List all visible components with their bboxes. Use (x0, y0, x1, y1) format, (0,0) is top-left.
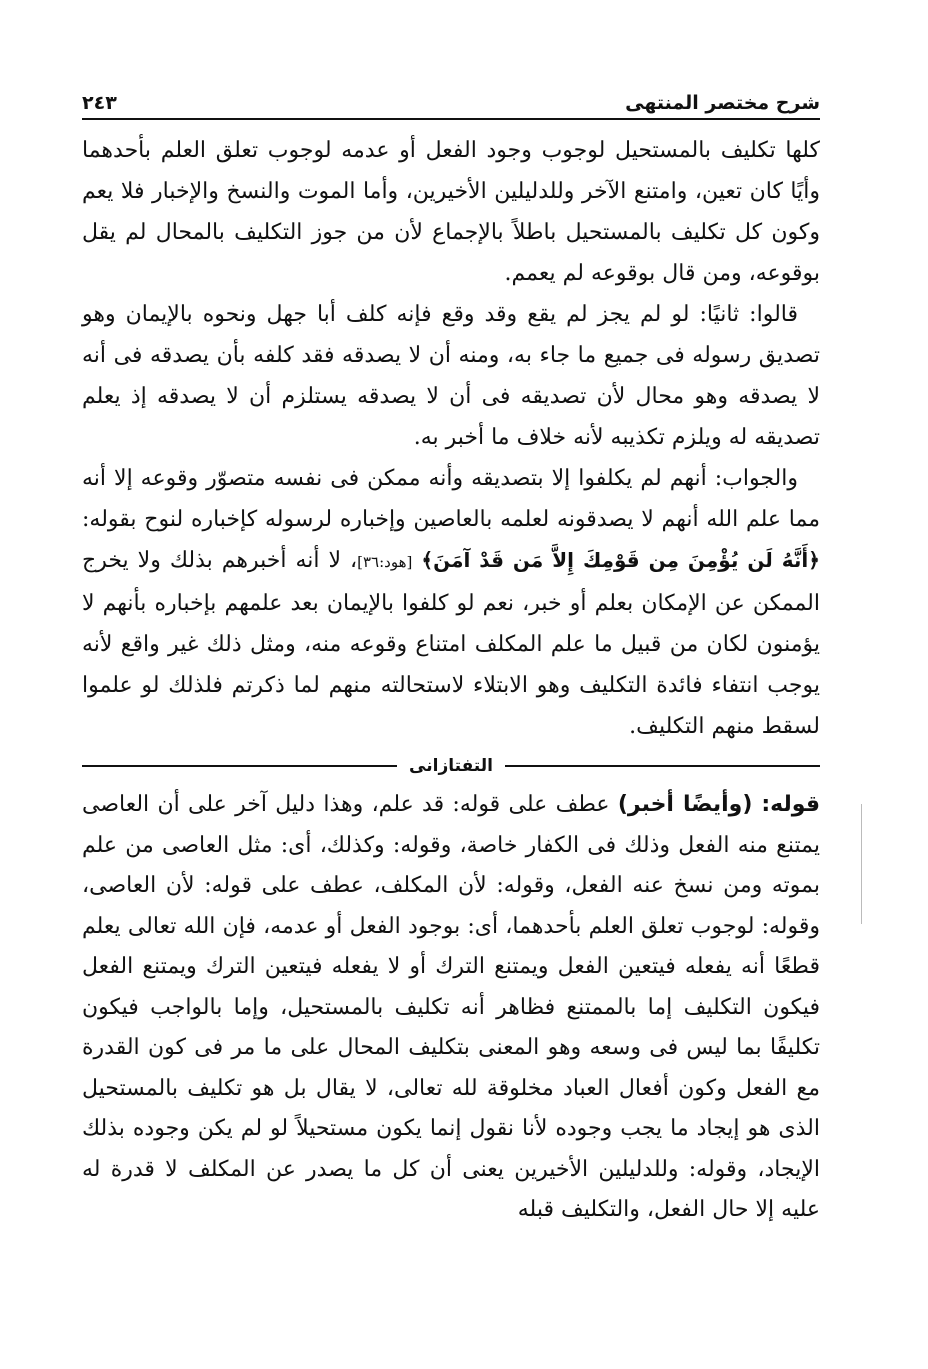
commentary-lead: قوله: (وأيضًا أخبر) (617, 792, 820, 817)
quran-verse: ﴿أَنَّهُ لَن يُؤْمِنَ مِن قَوْمِكَ إِلاَّ مَن قَدْ آمَنَ﴾ (421, 548, 820, 572)
document-page (82, 80, 820, 1231)
commentary-paragraph (82, 785, 820, 1231)
paragraph-2: قالوا: ثانيًا: لو لم يجز لم يقع وقد وقع فإنه كلف أبا جهل ونحوه بالإيمان وهو تصديق رسوله فى جميع ما جاء به، ومنه أن لا يصدقه فقد كلفه بأن يصدقه فى أنه لا يصدقه وهو محال لأن تصديقه فى أن لا يصدقه يستلزم أن لا يصدقه إذ يعلم تصديقه له ويلزم تكذيبه لأنه خلاف ما أخبر به. (82, 302, 820, 450)
page-number: ٢٤٣ (82, 92, 117, 114)
running-title: شرح مختصر المنتهى (625, 92, 820, 114)
commentary-divider (82, 753, 820, 779)
commentary-section (82, 785, 820, 1231)
paragraph-3-before-verse: والجواب: أنهم لم يكلفوا إلا بتصديقه وأنه ممكن فى نفسه متصوّر وقوعه إلا أنه مما علم الله أنهم لا يصدقونه لعلمه بالعاصين وإخباره لرسوله كإخباره لنوح بقوله: (82, 466, 820, 532)
paragraph-3-after-verse: ، لا أنه أخبرهم بذلك ولا يخرج الممكن عن الإمكان بعلم أو خبر، نعم لو كلفوا بالإيمان بعد علمهم بإخباره بأنهم لا يؤمنون لكان من قبيل ما علم المكلف امتناع وقوعه منه، ومثل ذلك غير واقع لأنه يوجب انتفاء فائدة التكليف وهو الابتلاء لاستحالته منهم لما ذكرتم فلذلك لو علموا لسقط منهم التكليف. (82, 548, 820, 739)
main-text (82, 130, 820, 747)
divider-line-right (505, 765, 820, 767)
running-header (82, 80, 820, 120)
paragraph-1: كلها تكليف بالمستحيل لوجوب وجود الفعل أو عدمه لوجوب تعلق العلم بأحدهما وأيًا كان تعين، وامتنع الآخر وللدليلين الأخيرين، وأما الموت والنسخ والإخبار فلا يعم وكون كل تكليف بالمستحيل باطلاً بالإجماع لأن من جوز التكليف بالمحال لم يقل بوقوعه، ومن قال بوقوعه لم يعمم. (82, 138, 820, 286)
margin-mark (861, 804, 862, 924)
verse-reference: [هود:٣٦] (357, 553, 413, 571)
divider-line-left (82, 765, 397, 767)
commentary-text: عطف على قوله: قد علم، وهذا دليل آخر على أن العاصى يمتنع منه الفعل وذلك فى الكفار خاصة، وقوله: وكذلك، أى: مثل العاصى من علم بموته ومن نسخ عنه الفعل، وقوله: لأن المكلف، عطف على قوله: لأن العاصى، وقوله: لوجوب تعلق العلم بأحدهما، أى: بوجود الفعل أو عدمه، فإن الله تعالى يعلم قطعًا أنه يفعله فيتعين الفعل ويمتنع الترك أو لا يفعله فيتعين الترك ويمتنع الفعل فيكون التكليف إما بالممتنع فظاهر أنه تكليف بالمستحيل، وإما بالواجب فيكون تكليفًا بما ليس فى وسعه وهو المعنى بتكليف المحال على ما مر فى كون القدرة مع الفعل وكون أفعال العباد مخلوقة لله تعالى، لا يقال بل هو تكليف بالمستحيل الذى هو إيجاد ما يجب وجوده لأنا نقول إنما يكون مستحيلاً لو لم يكن وجوده بذلك الإيجاد، وقوله: وللدليلين الأخيرين يعنى أن كل ما يصدر عن المكلف لا قدرة له عليه إلا حال الفعل، والتكليف قبله (82, 792, 820, 1222)
commentator-name: التفتازانى (409, 756, 493, 776)
paragraph-3 (82, 458, 820, 747)
